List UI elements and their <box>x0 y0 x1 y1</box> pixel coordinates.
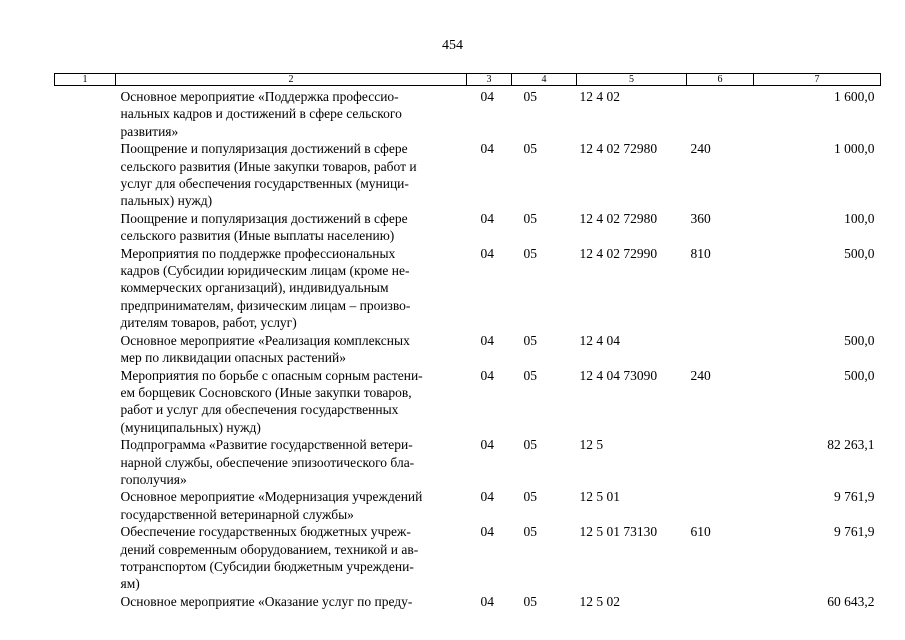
cell-col-1 <box>55 210 116 245</box>
table-row <box>55 488 881 523</box>
cell-col-1 <box>55 86 116 141</box>
cell-subsection: 05 <box>523 210 537 226</box>
cell-subsection: 05 <box>523 593 537 609</box>
cell-expense-type: 240 <box>690 141 711 157</box>
header-col-5: 5 <box>577 74 687 86</box>
table-row <box>55 245 881 332</box>
cell-name: Основное мероприятие «Оказание услуг по преду- <box>120 593 413 609</box>
page-number: 454 <box>442 38 463 53</box>
cell-col-1 <box>55 140 116 210</box>
cell-section: 04 <box>480 141 494 157</box>
cell-amount: 60 643,2 <box>827 593 875 609</box>
cell-col-1 <box>55 593 116 610</box>
cell-name: Основное мероприятие «Модернизация учреждений государственной ветеринарной службы» <box>120 489 423 522</box>
cell-amount: 82 263,1 <box>827 437 875 453</box>
cell-subsection: 05 <box>523 489 537 505</box>
cell-section: 04 <box>480 524 494 540</box>
cell-col-1 <box>55 523 116 593</box>
table-row <box>55 593 881 610</box>
cell-section: 04 <box>480 367 494 383</box>
cell-col-1 <box>55 436 116 488</box>
cell-name: Подпрограмма «Развитие государственной ветери- нарной службы, обеспечение эпизоотического бла- гополучия» <box>120 437 415 487</box>
table-row <box>55 436 881 488</box>
cell-expense-type <box>687 332 754 367</box>
header-col-2: 2 <box>116 74 467 86</box>
cell-subsection: 05 <box>523 245 537 261</box>
table-header <box>55 74 881 86</box>
cell-section: 04 <box>480 89 494 104</box>
cell-expense-type <box>687 488 754 523</box>
cell-name: Основное мероприятие «Реализация комплексных мер по ликвидации опасных растений» <box>120 332 410 366</box>
cell-name: Обеспечение государственных бюджетных учреж- дений современным оборудованием, техникой и ав- тотранспортом (Субсидии бюджетным учреждени- ям) <box>120 524 419 592</box>
header-col-6: 6 <box>687 74 754 86</box>
cell-section: 04 <box>480 245 494 261</box>
cell-amount: 500,0 <box>844 332 875 348</box>
cell-subsection: 05 <box>523 524 537 540</box>
cell-section: 04 <box>480 593 494 609</box>
cell-amount: 1 600,0 <box>834 89 875 104</box>
cell-col-1 <box>55 488 116 523</box>
header-col-1: 1 <box>55 74 116 86</box>
cell-subsection: 05 <box>523 437 537 453</box>
cell-col-1 <box>55 245 116 332</box>
table-row <box>55 367 881 437</box>
cell-expense-type: 610 <box>690 524 711 540</box>
header-col-7: 7 <box>754 74 881 86</box>
cell-name: Поощрение и популяризация достижений в сфере сельского развития (Иные закупки товаров, работ и услуг для обеспечения государственных (муници- пальных) нужд) <box>120 141 417 209</box>
table-body <box>55 86 881 611</box>
cell-amount: 500,0 <box>844 367 875 383</box>
cell-subsection: 05 <box>523 367 537 383</box>
cell-amount: 100,0 <box>844 210 875 226</box>
cell-expense-type <box>687 86 754 141</box>
cell-col-1 <box>55 332 116 367</box>
cell-section: 04 <box>480 210 494 226</box>
table-row <box>55 210 881 245</box>
table-row <box>55 332 881 367</box>
budget-table <box>54 73 881 610</box>
table-row <box>55 523 881 593</box>
cell-target-article: 12 4 02 72980 <box>579 141 658 157</box>
cell-col-1 <box>55 367 116 437</box>
cell-target-article: 12 4 02 72990 <box>579 245 658 261</box>
cell-target-article: 12 4 04 <box>579 332 620 348</box>
cell-expense-type <box>687 436 754 488</box>
cell-expense-type: 360 <box>690 210 711 226</box>
cell-amount: 9 761,9 <box>834 524 875 540</box>
cell-target-article: 12 5 <box>579 437 604 453</box>
cell-target-article: 12 4 02 <box>579 89 620 104</box>
cell-expense-type: 810 <box>690 245 711 261</box>
cell-name: Поощрение и популяризация достижений в сфере сельского развития (Иные выплаты населению) <box>120 210 408 244</box>
cell-section: 04 <box>480 332 494 348</box>
cell-expense-type: 240 <box>690 367 711 383</box>
cell-name: Основное мероприятие «Поддержка профессио- нальных кадров и достижений в сфере сельского развития» <box>120 89 402 139</box>
header-col-4: 4 <box>512 74 577 86</box>
cell-target-article: 12 5 02 <box>579 593 620 609</box>
cell-amount: 1 000,0 <box>834 141 875 157</box>
cell-section: 04 <box>480 437 494 453</box>
header-row <box>55 74 881 86</box>
cell-target-article: 12 4 04 73090 <box>579 367 658 383</box>
cell-amount: 9 761,9 <box>834 489 875 505</box>
cell-subsection: 05 <box>523 332 537 348</box>
cell-expense-type <box>687 593 754 610</box>
cell-target-article: 12 5 01 73130 <box>579 524 658 540</box>
cell-name: Мероприятия по борьбе с опасным сорным растени- ем борщевик Сосновского (Иные закупки товаров, работ и услуг для обеспечения государственных (муниципальных) нужд) <box>120 367 423 435</box>
cell-subsection: 05 <box>523 141 537 157</box>
cell-section: 04 <box>480 489 494 505</box>
cell-target-article: 12 5 01 <box>579 489 620 505</box>
cell-subsection: 05 <box>523 89 537 104</box>
table-row <box>55 86 881 141</box>
header-col-3: 3 <box>467 74 512 86</box>
cell-name: Мероприятия по поддержке профессиональных кадров (Субсидии юридическим лицам (кроме не- коммерческих организаций), индивидуальным предпринимателям, физическим лицам – произво- дителям товаров, работ, услуг) <box>120 245 411 331</box>
cell-target-article: 12 4 02 72980 <box>579 210 658 226</box>
table-row <box>55 140 881 210</box>
cell-amount: 500,0 <box>844 245 875 261</box>
